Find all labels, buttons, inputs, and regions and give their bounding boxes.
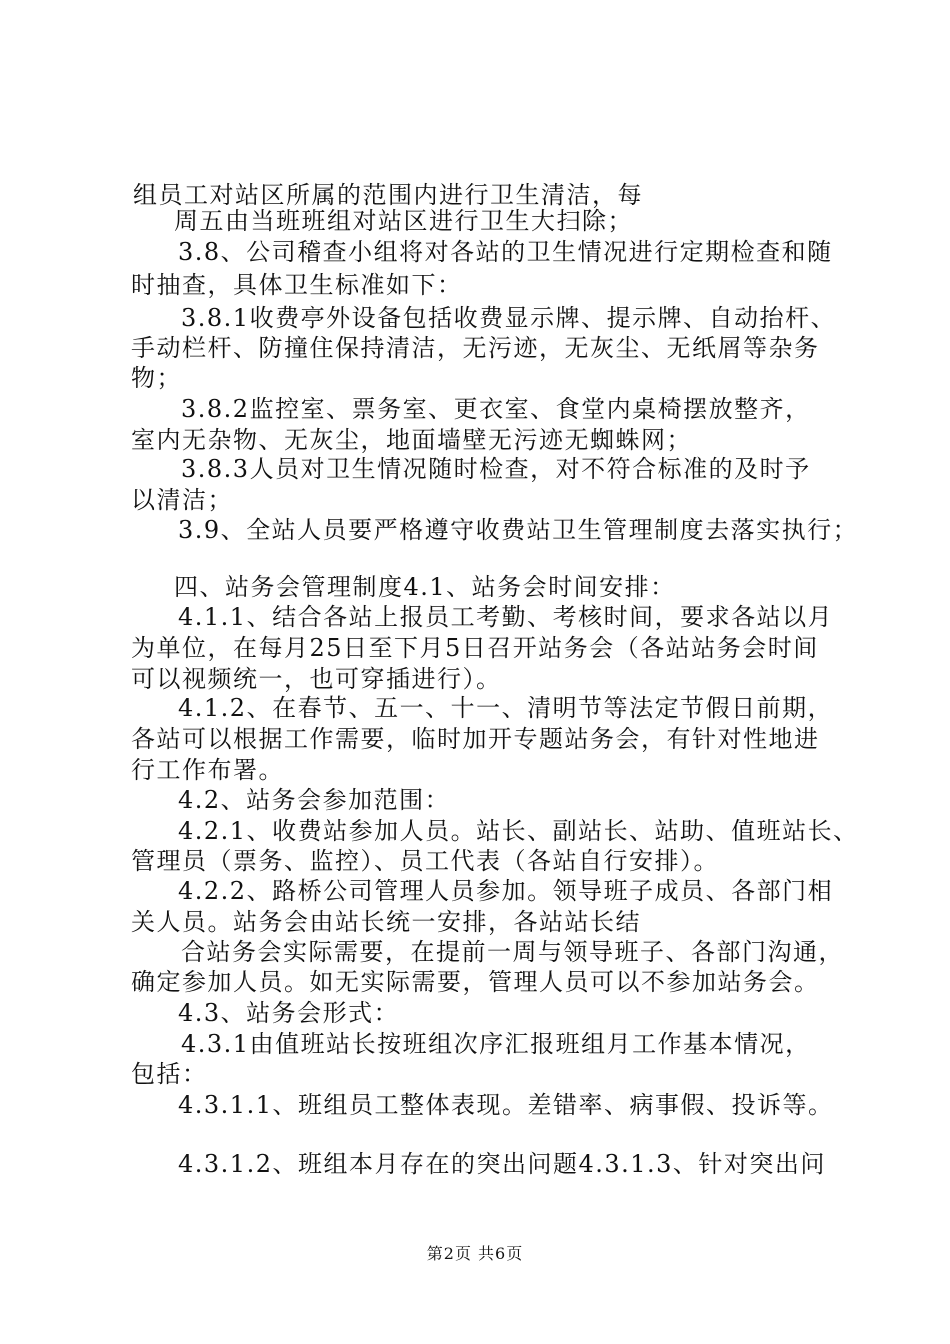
text-line-2: 周五由当班班组对站区进行卫生大扫除； bbox=[174, 207, 633, 235]
text-line-7: 物； bbox=[131, 364, 182, 392]
text-line-14: 4.1.1、结合各站上报员工考勤、考核时间，要求各站以月 bbox=[178, 603, 834, 631]
text-line-25: 合站务会实际需要，在提前一周与领导班子、各部门沟通， bbox=[181, 938, 844, 966]
text-line-30: 4.3.1.1、班组员工整体表现。差错率、病事假、投诉等。 bbox=[178, 1091, 834, 1119]
text-line-8: 3.8.2监控室、票务室、更衣室、食堂内桌椅摆放整齐， bbox=[181, 395, 811, 423]
text-line-31: 4.3.1.2、班组本月存在的突出问题4.3.1.3、针对突出问 bbox=[178, 1150, 826, 1178]
text-line-26: 确定参加人员。如无实际需要，管理人员可以不参加站务会。 bbox=[131, 968, 820, 996]
page-footer: 第2页 共6页 bbox=[426, 1244, 524, 1263]
text-line-20: 4.2、站务会参加范围： bbox=[178, 786, 451, 814]
text-line-11: 以清洁； bbox=[131, 486, 233, 514]
text-line-3: 3.8、公司稽查小组将对各站的卫生情况进行定期检查和随 bbox=[178, 238, 833, 266]
text-line-9: 室内无杂物、无灰尘，地面墙壁无污迹无蜘蛛网； bbox=[131, 426, 692, 454]
text-line-12: 3.9、全站人员要严格遵守收费站卫生管理制度去落实执行； bbox=[178, 516, 859, 544]
text-line-29: 包括： bbox=[131, 1060, 208, 1088]
text-line-5: 3.8.1收费亭外设备包括收费显示牌、提示牌、自动抬杆、 bbox=[181, 304, 837, 332]
text-line-17: 4.1.2、在春节、五一、十一、清明节等法定节假日前期， bbox=[178, 694, 834, 722]
text-line-1: 组员工对站区所属的范围内进行卫生清洁，每 bbox=[133, 181, 643, 209]
text-line-6: 手动栏杆、防撞住保持清洁，无污迹，无灰尘、无纸屑等杂务 bbox=[131, 334, 820, 362]
text-line-19: 行工作布署。 bbox=[131, 756, 284, 784]
text-line-18: 各站可以根据工作需要，临时加开专题站务会，有针对性地进 bbox=[131, 725, 820, 753]
text-line-23: 4.2.2、路桥公司管理人员参加。领导班子成员、各部门相 bbox=[178, 877, 834, 905]
text-line-16: 可以视频统一，也可穿插进行）。 bbox=[131, 665, 502, 693]
text-line-15: 为单位，在每月25日至下月5日召开站务会（各站站务会时间 bbox=[131, 634, 819, 662]
text-line-10: 3.8.3人员对卫生情况随时检查，对不符合标准的及时予 bbox=[181, 455, 811, 483]
text-line-28: 4.3.1由值班站长按班组次序汇报班组月工作基本情况， bbox=[181, 1030, 811, 1058]
text-line-21: 4.2.1、收费站参加人员。站长、副站长、站助、值班站长、 bbox=[178, 817, 859, 845]
text-line-22: 管理员（票务、监控）、员工代表（各站自行安排）。 bbox=[131, 847, 719, 875]
text-line-13: 四、站务会管理制度4.1、站务会时间安排： bbox=[174, 573, 676, 601]
text-line-27: 4.3、站务会形式： bbox=[178, 999, 400, 1027]
text-line-24: 关人员。站务会由站长统一安排，各站站长结 bbox=[131, 908, 641, 936]
text-line-4: 时抽查，具体卫生标准如下： bbox=[131, 271, 463, 299]
